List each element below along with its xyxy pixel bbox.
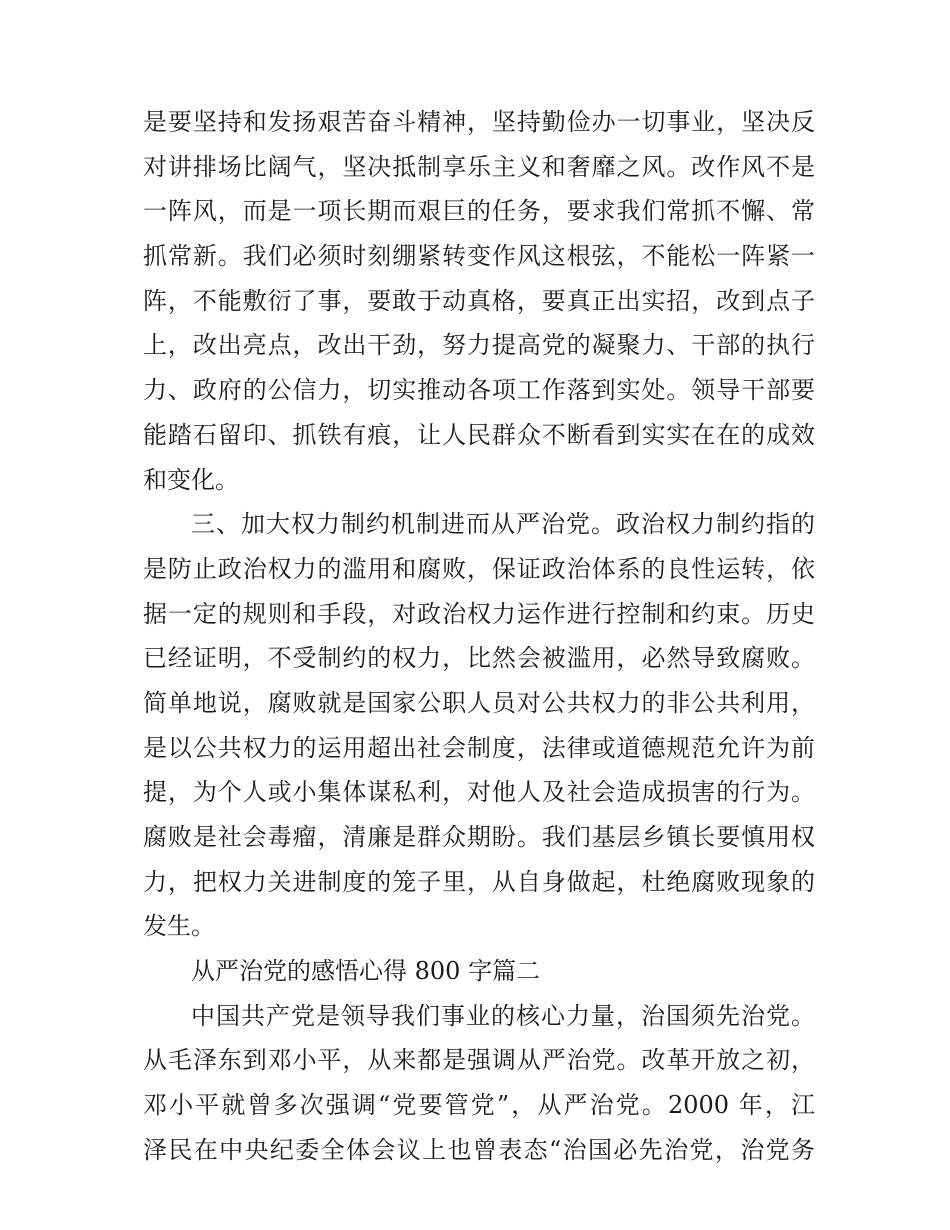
- text-line: 提，为个人或小集体谋私利，对他人及社会造成损害的行为。: [143, 778, 815, 807]
- text-line: 力，把权力关进制度的笼子里，从自身做起，杜绝腐败现象的: [143, 867, 815, 896]
- text-line: 发生。: [143, 912, 215, 941]
- text-line: 能踏石留印、抓铁有痕，让人民群众不断看到实实在在的成效: [143, 420, 815, 449]
- text-line: 和变化。: [143, 465, 239, 494]
- text-line: 腐败是社会毒瘤，清廉是群众期盼。我们基层乡镇长要慎用权: [143, 823, 815, 851]
- text-line: 阵，不能敷衍了事，要敢于动真格，要真正出实招，改到点子: [143, 286, 815, 315]
- text-line: 三、加大权力制约机制进而从严治党。政治权力制约指的: [191, 510, 815, 539]
- text-line: 已经证明，不受制约的权力，比然会被滥用，必然导致腐败。: [143, 644, 815, 673]
- text-line: 对讲排场比阔气，坚决抵制享乐主义和奢靡之风。改作风不是: [143, 152, 815, 181]
- text-line: 是以公共权力的运用超出社会制度，法律或道德规范允许为前: [143, 733, 815, 762]
- document-body: [143, 100, 815, 1173]
- text-line: 是要坚持和发扬艰苦奋斗精神，坚持勤俭办一切事业，坚决反: [143, 108, 815, 136]
- text-line: 中国共产党是领导我们事业的核心力量，治国须先治党。: [191, 1001, 815, 1030]
- text-line: 一阵风，而是一项长期而艰巨的任务，要求我们常抓不懈、常: [143, 197, 815, 226]
- text-line: 泽民在中央纪委全体会议上也曾表态“治国必先治党，治党务: [143, 1135, 815, 1164]
- text-line: 抓常新。我们必须时刻绷紧转变作风这根弦，不能松一阵紧一: [143, 242, 815, 271]
- text-line: 据一定的规则和手段，对政治权力运作进行控制和约束。历史: [143, 599, 815, 628]
- text-line: 从严治党的感悟心得 800 字篇二: [191, 957, 541, 986]
- text-line: 从毛泽东到邓小平，从来都是强调从严治党。改革开放之初，: [143, 1046, 815, 1075]
- text-line: 简单地说，腐败就是国家公职人员对公共权力的非公共利用，: [143, 688, 815, 717]
- text-line: 上，改出亮点，改出干劲，努力提高党的凝聚力、干部的执行: [143, 331, 815, 360]
- text-line: 力、政府的公信力，切实推动各项工作落到实处。领导干部要: [143, 376, 815, 405]
- text-line: 邓小平就曾多次强调“党要管党”，从严治党。2000 年，江: [143, 1091, 815, 1120]
- text-line: 是防止政治权力的滥用和腐败，保证政治体系的良性运转，依: [143, 554, 815, 583]
